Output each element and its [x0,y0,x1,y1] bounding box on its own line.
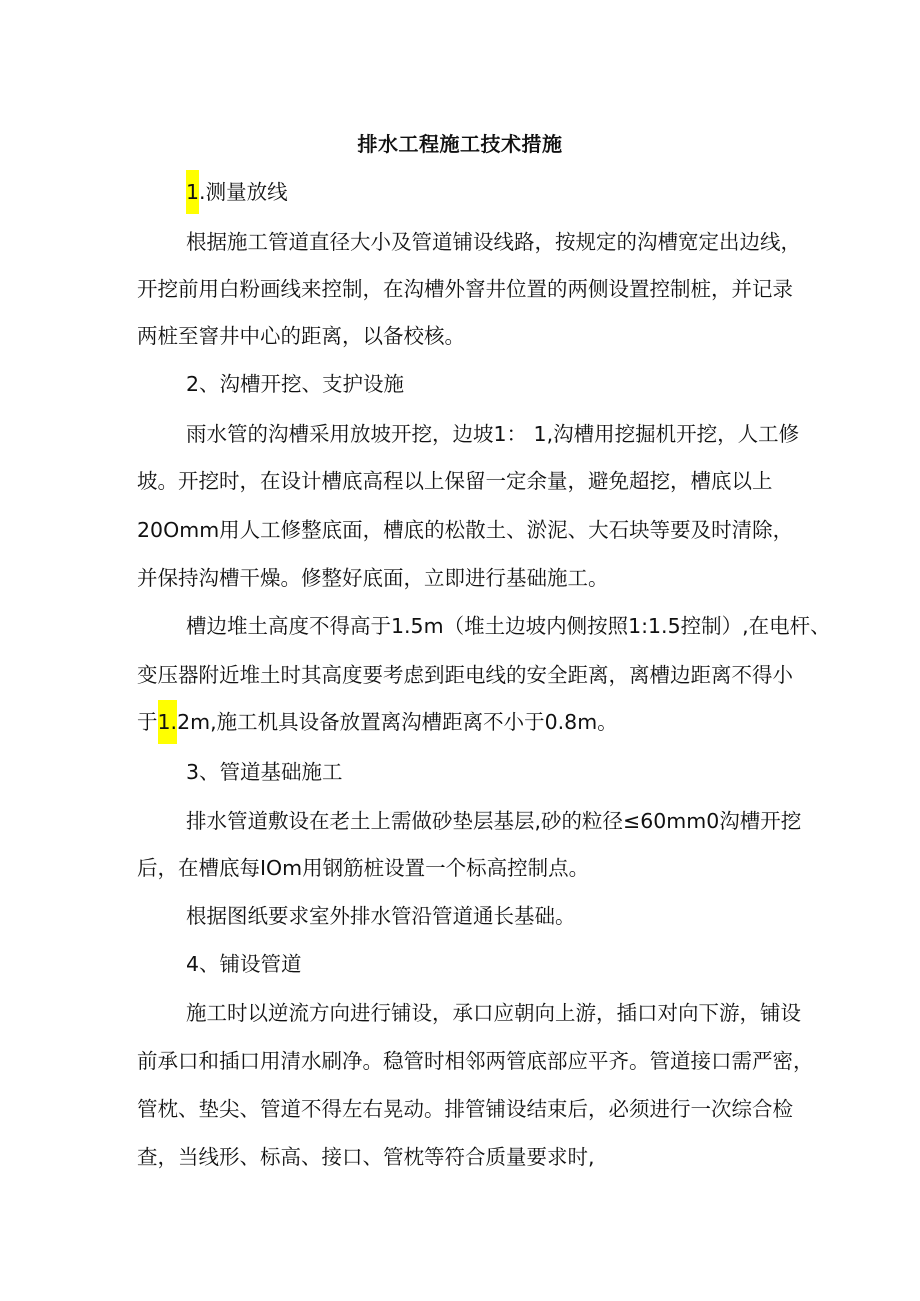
paragraph-line: 坡。开挖时，在设计槽底高程以上保留一定余量，避免超挖，槽底以上 [137,469,773,493]
section-heading-2: 2、沟槽开挖、支护设施 [186,372,405,396]
text-fragment: 于 [137,710,158,734]
paragraph-line: 前承口和插口用清水刷净。稳管时相邻两管底部应平齐。管道接口需严密， [137,1049,814,1073]
paragraph-line: 施工时以逆流方向进行铺设，承口应朝向上游，插口对向下游，铺设 [186,1001,801,1025]
paragraph-line: 根据图纸要求室外排水管沿管道通长基础。 [186,904,576,928]
section-heading-4: 4、铺设管道 [186,952,302,976]
paragraph-line: 变压器附近堆土时其高度要考虑到距电线的安全距离，离槽边距离不得小 [137,663,793,687]
paragraph-line: 排水管道敷设在老土上需做砂垫层基层,砂的粒径≤60mm0沟槽开挖 [186,809,802,833]
paragraph-line: 开挖前用白粉画线来控制，在沟槽外窨井位置的两侧设置控制桩，并记录 [137,277,793,301]
section-heading-1 [186,176,288,208]
paragraph-line [137,706,618,738]
highlighted-number: 1. [158,700,178,744]
paragraph-line: 并保持沟槽干燥。修整好底面，立即进行基础施工。 [137,566,609,590]
text-fragment: 2m,施工机具设备放置离沟槽距离不小于0.8m。 [177,710,618,734]
paragraph-line: 查，当线形、标高、接口、管枕等符合质量要求时, [137,1145,595,1169]
paragraph-line: 槽边堆土高度不得高于1.5m（堆土边坡内侧按照1:1.5控制）,在电杆、 [186,614,831,638]
section-heading-3: 3、管道基础施工 [186,760,343,784]
highlighted-number: 1 [186,170,199,214]
page-title: 排水工程施工技术措施 [357,132,563,156]
paragraph-line: 20Omm用人工修整底面，槽底的松散土、淤泥、大石块等要及时清除， [137,518,794,542]
paragraph-line: 根据施工管道直径大小及管道铺设线路，按规定的沟槽宽定出边线， [186,230,801,254]
paragraph-line: 两桩至窨井中心的距离，以备校核。 [137,324,465,348]
paragraph-line: 管枕、垫尖、管道不得左右晃动。排管铺设结束后，必须进行一次综合检 [137,1097,793,1121]
paragraph-line: 后，在槽底每IOm用钢筋桩设置一个标高控制点。 [137,856,590,880]
paragraph-line: 雨水管的沟槽采用放坡开挖，边坡1： 1,沟槽用挖掘机开挖，人工修 [186,422,800,446]
section-heading-1-text: .测量放线 [199,180,288,204]
